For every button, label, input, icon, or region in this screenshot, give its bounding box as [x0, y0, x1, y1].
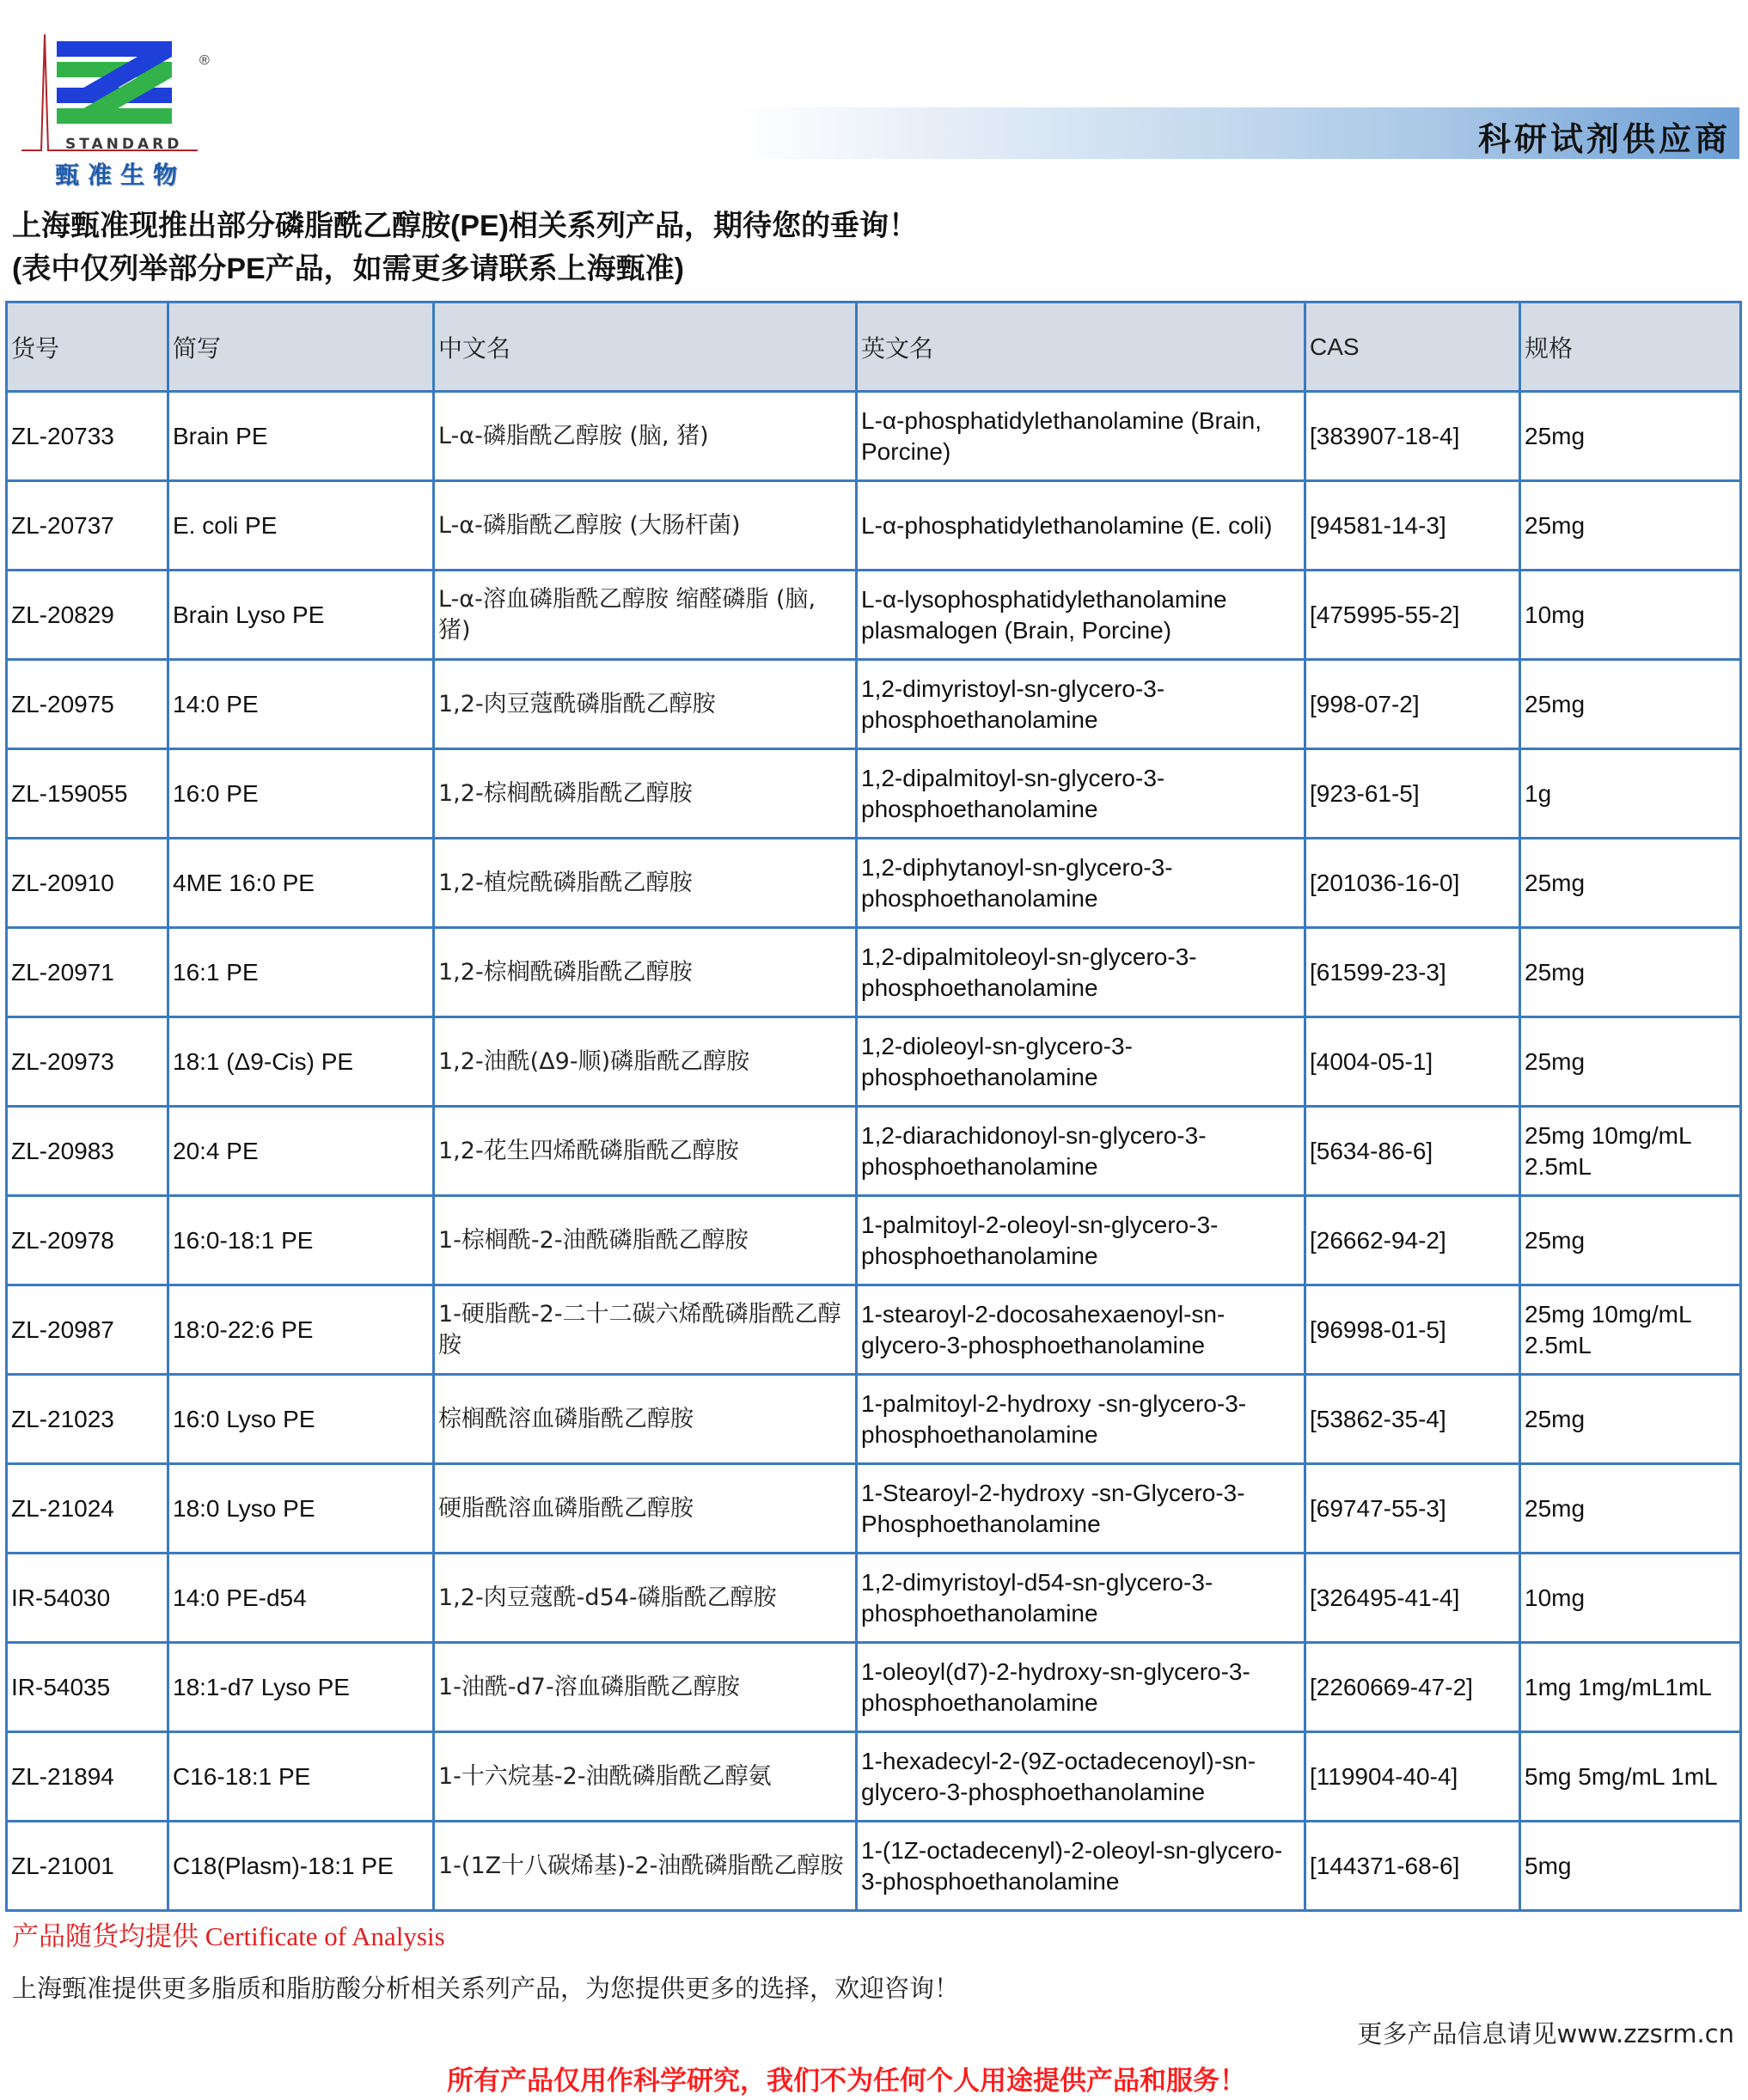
cell-cas: [144371-68-6]	[1305, 1822, 1520, 1911]
cell-cn-name: 1,2-油酰(Δ9-顺)磷脂酰乙醇胺	[434, 1017, 857, 1107]
cell-sku: ZL-21894	[7, 1732, 168, 1822]
cell-sku: ZL-20978	[7, 1196, 168, 1285]
cell-cas: [475995-55-2]	[1305, 571, 1520, 660]
cell-cn-name: 1,2-棕榈酰磷脂酰乙醇胺	[434, 928, 857, 1017]
table-row	[7, 1375, 1741, 1464]
cell-sku: ZL-21023	[7, 1375, 168, 1464]
cell-sku: ZL-20829	[7, 571, 168, 660]
cell-cn-name: 1,2-肉豆蔻酰-d54-磷脂酰乙醇胺	[434, 1554, 857, 1643]
coa-note: 产品随货均提供 Certificate of Analysis	[12, 1921, 445, 1951]
table-row	[7, 571, 1741, 660]
cell-en-name: 1,2-dioleoyl-sn-glycero-3-phosphoethanolamine	[857, 1017, 1305, 1107]
cell-cn-name: 1-硬脂酰-2-二十二碳六烯酰磷脂酰乙醇胺	[434, 1285, 857, 1375]
cell-cn-name: L-α-磷脂酰乙醇胺 (大肠杆菌)	[434, 481, 857, 571]
cell-abbr: 18:0 Lyso PE	[168, 1464, 434, 1554]
cell-cn-name: 1,2-花生四烯酰磷脂酰乙醇胺	[434, 1107, 857, 1196]
cell-en-name: L-α-phosphatidylethanolamine (E. coli)	[857, 481, 1305, 571]
cell-cn-name: 1-油酰-d7-溶血磷脂酰乙醇胺	[434, 1643, 857, 1732]
cell-sku: ZL-21024	[7, 1464, 168, 1554]
logo-brand-en: STANDARD	[65, 136, 183, 153]
cell-abbr: E. coli PE	[168, 481, 434, 571]
cell-spec: 25mg	[1520, 1464, 1741, 1554]
cell-en-name: L-α-lysophosphatidylethanolamine plasmalogen (Brain, Porcine)	[857, 571, 1305, 660]
cell-cas: [383907-18-4]	[1305, 392, 1520, 481]
col-header-spec: 规格	[1520, 302, 1741, 392]
cell-spec: 25mg	[1520, 392, 1741, 481]
cell-sku: ZL-20973	[7, 1017, 168, 1107]
cell-abbr: 16:0 Lyso PE	[168, 1375, 434, 1464]
cell-sku: IR-54030	[7, 1554, 168, 1643]
cell-en-name: 1-Stearoyl-2-hydroxy -sn-Glycero-3-Phosphoethanolamine	[857, 1464, 1305, 1554]
cell-cas: [96998-01-5]	[1305, 1285, 1520, 1375]
cell-en-name: 1-palmitoyl-2-oleoyl-sn-glycero-3-phosphoethanolamine	[857, 1196, 1305, 1285]
logo-brand-cn: 甄准生物	[55, 161, 186, 189]
col-header-sku: 货号	[7, 302, 168, 392]
cell-sku: IR-54035	[7, 1643, 168, 1732]
cell-cn-name: 1-十六烷基-2-油酰磷脂酰乙醇氨	[434, 1732, 857, 1822]
cell-spec: 10mg	[1520, 571, 1741, 660]
cell-spec: 1mg 1mg/mL1mL	[1520, 1643, 1741, 1732]
cell-en-name: 1,2-diphytanoyl-sn-glycero-3-phosphoethanolamine	[857, 839, 1305, 928]
table-header-row	[7, 302, 1741, 392]
cell-sku: ZL-20975	[7, 660, 168, 749]
cell-abbr: 14:0 PE-d54	[168, 1554, 434, 1643]
cell-en-name: 1,2-dimyristoyl-d54-sn-glycero-3-phosphoethanolamine	[857, 1554, 1305, 1643]
table-row	[7, 928, 1741, 1017]
table-row	[7, 1196, 1741, 1285]
cell-cas: [201036-16-0]	[1305, 839, 1520, 928]
intro-line-1: 上海甄准现推出部分磷脂酰乙醇胺(PE)相关系列产品，期待您的垂询！	[12, 210, 918, 242]
cell-spec: 1g	[1520, 749, 1741, 839]
table-row	[7, 1822, 1741, 1911]
cell-sku: ZL-20987	[7, 1285, 168, 1375]
cell-cas: [2260669-47-2]	[1305, 1643, 1520, 1732]
company-logo	[17, 26, 210, 189]
cell-spec: 25mg	[1520, 481, 1741, 571]
cell-abbr: 16:1 PE	[168, 928, 434, 1017]
cell-en-name: 1,2-dimyristoyl-sn-glycero-3-phosphoethanolamine	[857, 660, 1305, 749]
cell-abbr: 18:1-d7 Lyso PE	[168, 1643, 434, 1732]
cell-spec: 25mg	[1520, 1196, 1741, 1285]
cell-abbr: Brain Lyso PE	[168, 571, 434, 660]
col-header-cas: CAS	[1305, 302, 1520, 392]
table-row	[7, 1464, 1741, 1554]
cell-abbr: C16-18:1 PE	[168, 1732, 434, 1822]
cell-abbr: 18:0-22:6 PE	[168, 1285, 434, 1375]
cell-abbr: 20:4 PE	[168, 1107, 434, 1196]
cell-cas: [53862-35-4]	[1305, 1375, 1520, 1464]
table-row	[7, 1017, 1741, 1107]
cell-cn-name: 1,2-肉豆蔻酰磷脂酰乙醇胺	[434, 660, 857, 749]
cell-abbr: 18:1 (Δ9-Cis) PE	[168, 1017, 434, 1107]
table-row	[7, 839, 1741, 928]
cell-cn-name: 1-棕榈酰-2-油酰磷脂酰乙醇胺	[434, 1196, 857, 1285]
cell-abbr: C18(Plasm)-18:1 PE	[168, 1822, 434, 1911]
table-row	[7, 1643, 1741, 1732]
cell-abbr: Brain PE	[168, 392, 434, 481]
cell-cn-name: 棕榈酰溶血磷脂酰乙醇胺	[434, 1375, 857, 1464]
header-banner	[739, 107, 1739, 159]
cell-abbr: 16:0 PE	[168, 749, 434, 839]
research-use-disclaimer: 所有产品仅用作科学研究，我们不为任何个人用途提供产品和服务！	[447, 2066, 1246, 2097]
cell-spec: 5mg	[1520, 1822, 1741, 1911]
cell-cas: [923-61-5]	[1305, 749, 1520, 839]
cell-abbr: 4ME 16:0 PE	[168, 839, 434, 928]
cell-sku: ZL-20733	[7, 392, 168, 481]
cell-en-name: 1,2-dipalmitoyl-sn-glycero-3-phosphoethanolamine	[857, 749, 1305, 839]
cell-spec: 25mg 10mg/mL 2.5mL	[1520, 1285, 1741, 1375]
cell-cn-name: L-α-溶血磷脂酰乙醇胺 缩醛磷脂 (脑, 猪)	[434, 571, 857, 660]
cell-en-name: 1-hexadecyl-2-(9Z-octadecenoyl)-sn-glycero-3-phosphoethanolamine	[857, 1732, 1305, 1822]
cell-cas: [4004-05-1]	[1305, 1017, 1520, 1107]
cell-en-name: 1-stearoyl-2-docosahexaenoyl-sn-glycero-3-phosphoethanolamine	[857, 1285, 1305, 1375]
table-row	[7, 392, 1741, 481]
cell-sku: ZL-159055	[7, 749, 168, 839]
cell-sku: ZL-20910	[7, 839, 168, 928]
cell-spec: 10mg	[1520, 1554, 1741, 1643]
col-header-en-name: 英文名	[857, 302, 1305, 392]
table-row	[7, 660, 1741, 749]
table-row	[7, 1732, 1741, 1822]
cell-en-name: 1,2-dipalmitoleoyl-sn-glycero-3-phosphoethanolamine	[857, 928, 1305, 1017]
product-table	[5, 301, 1742, 1912]
cell-spec: 25mg	[1520, 839, 1741, 928]
intro-line-2: (表中仅列举部分PE产品，如需更多请联系上海甄准)	[12, 253, 684, 285]
registered-mark: ®	[199, 53, 210, 68]
cell-abbr: 16:0-18:1 PE	[168, 1196, 434, 1285]
cell-cas: [326495-41-4]	[1305, 1554, 1520, 1643]
cell-cas: [998-07-2]	[1305, 660, 1520, 749]
cell-en-name: 1-(1Z-octadecenyl)-2-oleoyl-sn-glycero-3-phosphoethanolamine	[857, 1822, 1305, 1911]
cell-cas: [5634-86-6]	[1305, 1107, 1520, 1196]
website-link[interactable]: 更多产品信息请见www.zzsrm.cn	[1357, 2019, 1734, 2048]
cell-abbr: 14:0 PE	[168, 660, 434, 749]
cell-spec: 25mg 10mg/mL 2.5mL	[1520, 1107, 1741, 1196]
table-row	[7, 1554, 1741, 1643]
cell-cn-name: 1,2-棕榈酰磷脂酰乙醇胺	[434, 749, 857, 839]
cell-sku: ZL-20983	[7, 1107, 168, 1196]
cell-cn-name: 1-(1Z十八碳烯基)-2-油酰磷脂酰乙醇胺	[434, 1822, 857, 1911]
cell-en-name: 1-palmitoyl-2-hydroxy -sn-glycero-3-phosphoethanolamine	[857, 1375, 1305, 1464]
cell-en-name: 1-oleoyl(d7)-2-hydroxy-sn-glycero-3-phosphoethanolamine	[857, 1643, 1305, 1732]
cell-cn-name: 1,2-植烷酰磷脂酰乙醇胺	[434, 839, 857, 928]
more-products-note: 上海甄准提供更多脂质和脂肪酸分析相关系列产品，为您提供更多的选择，欢迎咨询！	[12, 1974, 960, 2003]
intro-text	[12, 205, 918, 290]
cell-sku: ZL-21001	[7, 1822, 168, 1911]
cell-cn-name: L-α-磷脂酰乙醇胺 (脑, 猪)	[434, 392, 857, 481]
cell-spec: 5mg 5mg/mL 1mL	[1520, 1732, 1741, 1822]
table-row	[7, 481, 1741, 571]
cell-cas: [26662-94-2]	[1305, 1196, 1520, 1285]
cell-sku: ZL-20971	[7, 928, 168, 1017]
cell-spec: 25mg	[1520, 1375, 1741, 1464]
banner-slogan: 科研试剂供应商	[1477, 119, 1731, 158]
cell-en-name: 1,2-diarachidonoyl-sn-glycero-3-phosphoethanolamine	[857, 1107, 1305, 1196]
table-row	[7, 1107, 1741, 1196]
col-header-cn-name: 中文名	[434, 302, 857, 392]
cell-cas: [119904-40-4]	[1305, 1732, 1520, 1822]
cell-cas: [69747-55-3]	[1305, 1464, 1520, 1554]
cell-cas: [61599-23-3]	[1305, 928, 1520, 1017]
cell-en-name: L-α-phosphatidylethanolamine (Brain, Porcine)	[857, 392, 1305, 481]
cell-spec: 25mg	[1520, 660, 1741, 749]
cell-spec: 25mg	[1520, 1017, 1741, 1107]
cell-cas: [94581-14-3]	[1305, 481, 1520, 571]
table-row	[7, 1285, 1741, 1375]
table-row	[7, 749, 1741, 839]
col-header-abbr: 简写	[168, 302, 434, 392]
cell-spec: 25mg	[1520, 928, 1741, 1017]
cell-sku: ZL-20737	[7, 481, 168, 571]
cell-cn-name: 硬脂酰溶血磷脂酰乙醇胺	[434, 1464, 857, 1554]
